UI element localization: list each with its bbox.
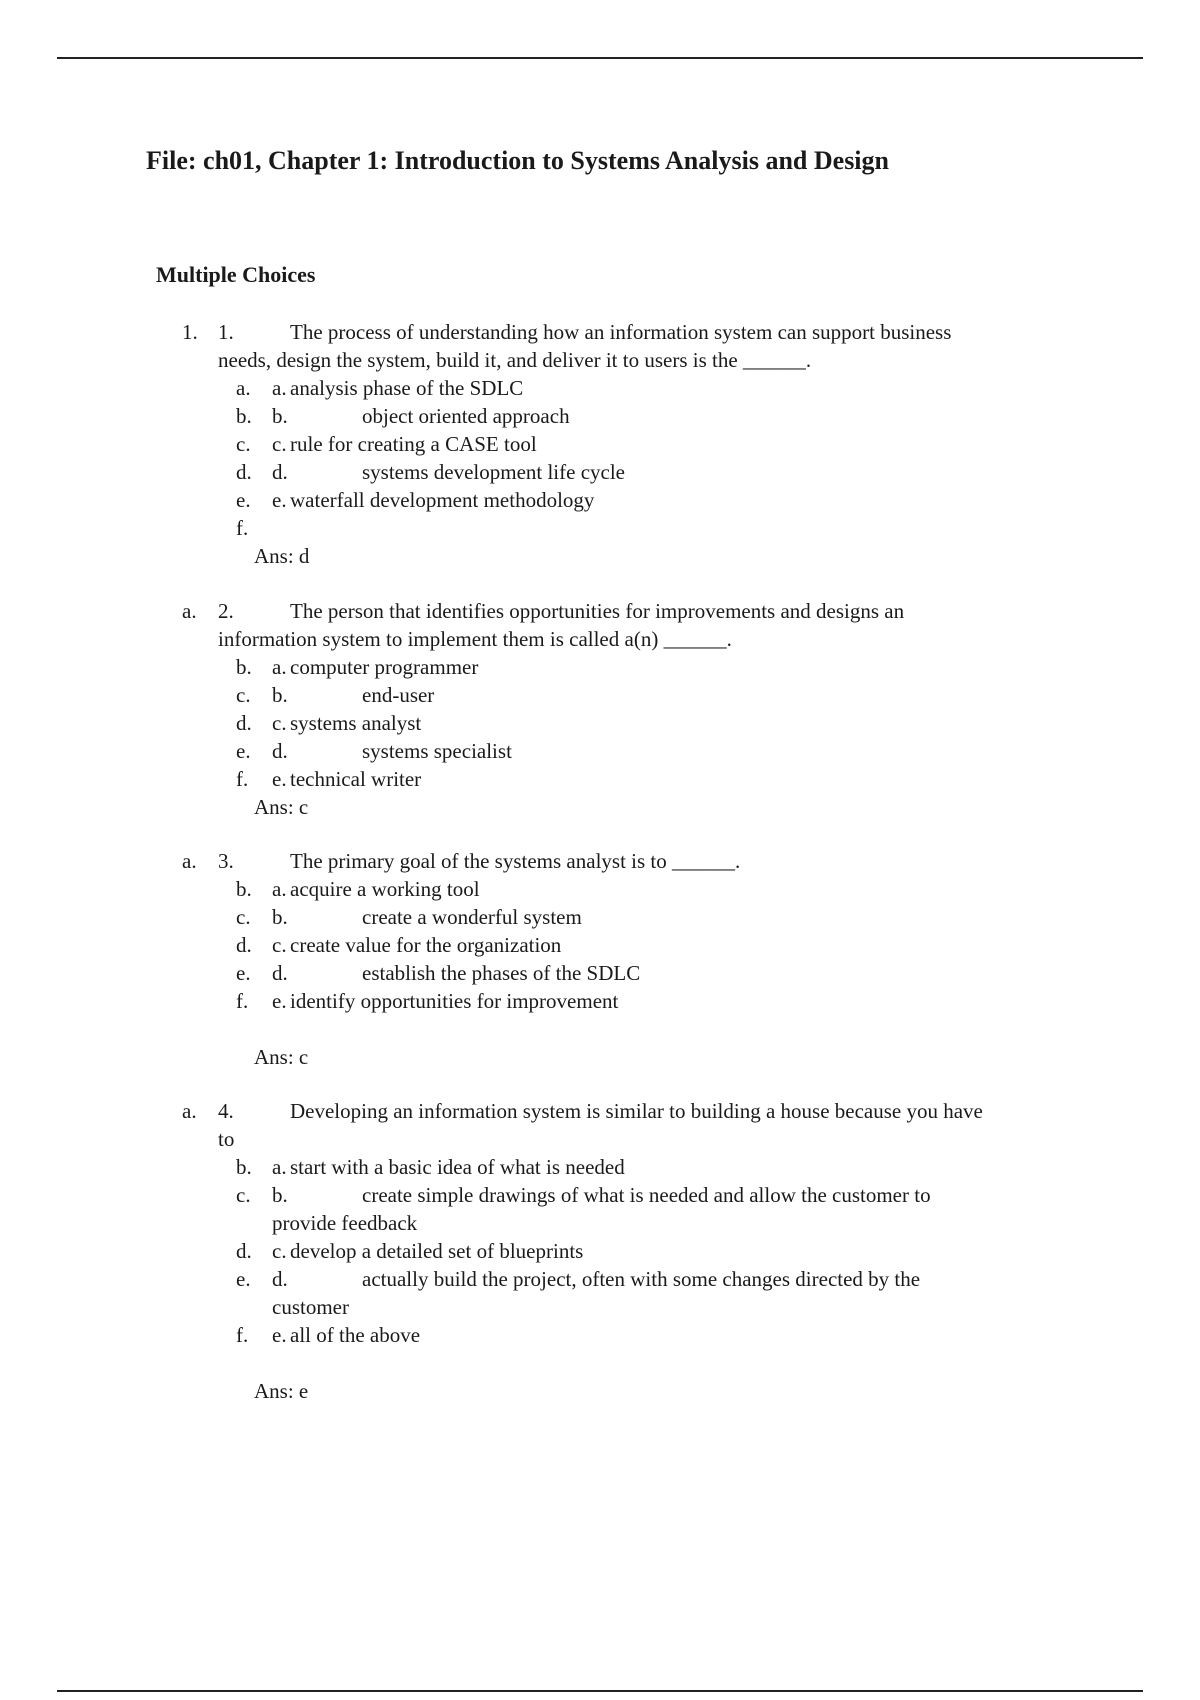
option bbox=[0, 1237, 1200, 1265]
option-marker: c. bbox=[236, 432, 251, 456]
option-text: develop a detailed set of blueprints bbox=[290, 1239, 584, 1263]
option-text: technical writer bbox=[290, 767, 422, 791]
option-marker: e. bbox=[236, 739, 251, 763]
option bbox=[0, 931, 1200, 959]
option-label: a. bbox=[272, 655, 287, 679]
answer: Ans: c bbox=[254, 1045, 309, 1069]
option-marker: b. bbox=[236, 1155, 252, 1179]
option-text: rule for creating a CASE tool bbox=[290, 432, 537, 456]
option bbox=[0, 1153, 1200, 1181]
option-label: d. bbox=[272, 739, 288, 763]
question-number: 3. bbox=[218, 849, 234, 873]
option-text: end-user bbox=[362, 683, 435, 707]
question-number: 4. bbox=[218, 1099, 234, 1123]
option bbox=[0, 1181, 1200, 1209]
question-number: 2. bbox=[218, 599, 234, 623]
option-label: b. bbox=[272, 683, 288, 707]
option bbox=[0, 458, 1200, 486]
option-marker: c. bbox=[236, 905, 251, 929]
option-text: start with a basic idea of what is needed bbox=[290, 1155, 625, 1179]
option-marker: b. bbox=[236, 404, 252, 428]
option-text: identify opportunities for improvement bbox=[290, 989, 619, 1013]
option-label: e. bbox=[272, 989, 287, 1013]
question-text: The person that identifies opportunities for improvements and designs an bbox=[290, 599, 905, 623]
question-2 bbox=[0, 597, 1200, 821]
option-label: e. bbox=[272, 767, 287, 791]
question-text: The process of understanding how an information system can support business bbox=[290, 320, 952, 344]
option-label: a. bbox=[272, 877, 287, 901]
top-rule bbox=[57, 57, 1143, 59]
section-heading: Multiple Choices bbox=[156, 262, 316, 287]
option-marker: f. bbox=[236, 767, 249, 791]
option-marker: d. bbox=[236, 933, 252, 957]
option-label: c. bbox=[272, 933, 287, 957]
option-label: c. bbox=[272, 1239, 287, 1263]
question-4 bbox=[0, 1097, 1200, 1405]
document-title: File: ch01, Chapter 1: Introduction to Systems Analysis and Design bbox=[146, 146, 889, 175]
option-marker: f. bbox=[236, 516, 249, 540]
option-label: e. bbox=[272, 1323, 287, 1347]
option-label: d. bbox=[272, 1267, 288, 1291]
question-3 bbox=[0, 847, 1200, 1071]
question-text: Developing an information system is similar to building a house because you have bbox=[290, 1099, 983, 1123]
option-text: systems development life cycle bbox=[362, 460, 626, 484]
option bbox=[0, 709, 1200, 737]
option-marker: f. bbox=[236, 989, 249, 1013]
question-text-cont: needs, design the system, build it, and deliver it to users is the ______. bbox=[218, 348, 812, 372]
question-text: The primary goal of the systems analyst is to ______. bbox=[290, 849, 741, 873]
option bbox=[0, 681, 1200, 709]
option-marker: d. bbox=[236, 460, 252, 484]
option-text: computer programmer bbox=[290, 655, 479, 679]
question-marker: a. bbox=[182, 599, 197, 623]
question-number: 1. bbox=[218, 320, 234, 344]
option-marker: c. bbox=[236, 683, 251, 707]
option-text: waterfall development methodology bbox=[290, 488, 595, 512]
option bbox=[0, 486, 1200, 514]
option-text: analysis phase of the SDLC bbox=[290, 376, 524, 400]
answer: Ans: d bbox=[254, 544, 310, 568]
option-text: all of the above bbox=[290, 1323, 421, 1347]
answer: Ans: c bbox=[254, 795, 309, 819]
option-marker: b. bbox=[236, 877, 252, 901]
question-text-cont: to bbox=[218, 1127, 235, 1151]
option-marker: e. bbox=[236, 961, 251, 985]
option-text-cont: provide feedback bbox=[272, 1211, 418, 1235]
option-text: create value for the organization bbox=[290, 933, 562, 957]
option-text: actually build the project, often with some changes directed by the bbox=[362, 1267, 921, 1291]
option bbox=[0, 875, 1200, 903]
option-label: a. bbox=[272, 376, 287, 400]
option-text: systems analyst bbox=[290, 711, 422, 735]
option-marker: a. bbox=[236, 376, 251, 400]
option-text-cont: customer bbox=[272, 1295, 349, 1319]
option bbox=[0, 402, 1200, 430]
option-text: create simple drawings of what is needed and allow the customer to bbox=[362, 1183, 931, 1207]
option-label: e. bbox=[272, 488, 287, 512]
option-marker: f. bbox=[236, 1323, 249, 1347]
option-label: d. bbox=[272, 961, 288, 985]
option bbox=[0, 1265, 1200, 1293]
option-marker: e. bbox=[236, 488, 251, 512]
bottom-rule bbox=[57, 1690, 1143, 1692]
option bbox=[0, 987, 1200, 1015]
option-label: d. bbox=[272, 460, 288, 484]
answer: Ans: e bbox=[254, 1379, 309, 1403]
question-marker: a. bbox=[182, 849, 197, 873]
question-marker: a. bbox=[182, 1099, 197, 1123]
option-text: establish the phases of the SDLC bbox=[362, 961, 641, 985]
question-1 bbox=[0, 318, 1200, 570]
option bbox=[0, 959, 1200, 987]
option-text: acquire a working tool bbox=[290, 877, 480, 901]
option bbox=[0, 765, 1200, 793]
question-marker: 1. bbox=[182, 320, 198, 344]
option bbox=[0, 430, 1200, 458]
option bbox=[0, 374, 1200, 402]
option-label: c. bbox=[272, 432, 287, 456]
option-label: a. bbox=[272, 1155, 287, 1179]
option-marker: d. bbox=[236, 711, 252, 735]
option bbox=[0, 737, 1200, 765]
option-text: create a wonderful system bbox=[362, 905, 582, 929]
option bbox=[0, 1321, 1200, 1349]
option bbox=[0, 903, 1200, 931]
option-marker: e. bbox=[236, 1267, 251, 1291]
option-marker: b. bbox=[236, 655, 252, 679]
option-label: c. bbox=[272, 711, 287, 735]
option-label: b. bbox=[272, 404, 288, 428]
question-text-cont: information system to implement them is called a(n) ______. bbox=[218, 627, 732, 651]
option bbox=[0, 653, 1200, 681]
option-marker: c. bbox=[236, 1183, 251, 1207]
option-text: object oriented approach bbox=[362, 404, 570, 428]
option-marker: d. bbox=[236, 1239, 252, 1263]
option-label: b. bbox=[272, 1183, 288, 1207]
option-text: systems specialist bbox=[362, 739, 512, 763]
option-label: b. bbox=[272, 905, 288, 929]
